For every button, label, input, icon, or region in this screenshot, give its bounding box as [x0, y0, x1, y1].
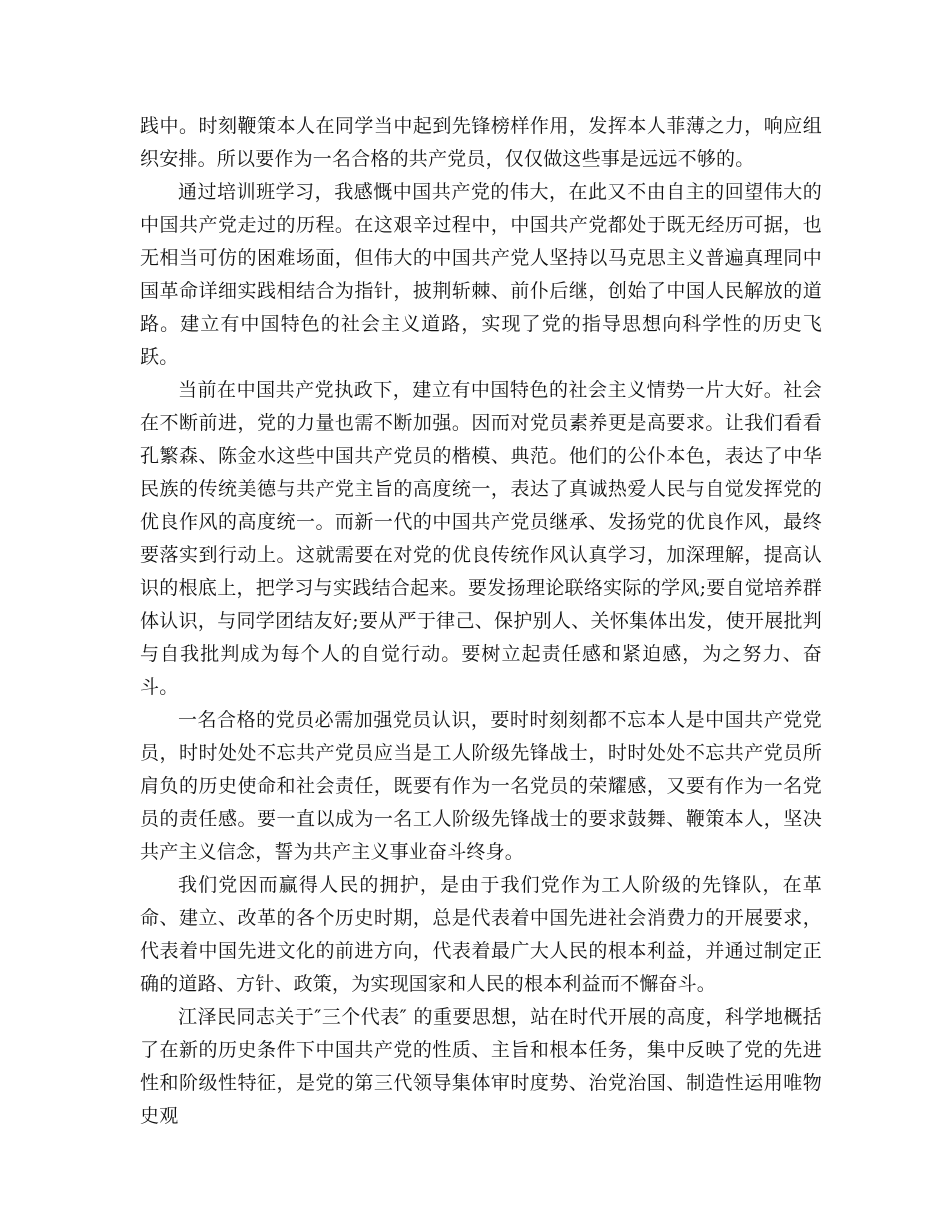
paragraph-1: 践中。时刻鞭策本人在同学当中起到先锋榜样作用，发挥本人菲薄之力，响应组织安排。所以要作为一名合格的共产党员，仅仅做这些事是远远不够的。: [140, 115, 822, 170]
paragraph-3: 当前在中国共产党执政下，建立有中国特色的社会主义情势一片大好。社会在不断前进，党的力量也需不断加强。因而对党员素养更是高要求。让我们看看孔繁森、陈金水这些中国共产党员的楷模、典范。他们的公仆本色，表达了中华民族的传统美德与共产党主旨的高度统一，表达了真诚热爱人民与自觉发挥党的优良作风的高度统一。而新一代的中国共产党员继承、发扬党的优良作风，最终要落实到行动上。这就需要在对党的优良传统作风认真学习，加深理解，提高认识的根底上，把学习与实践结合起来。要发扬理论联络实际的学风;要自觉培养群体认识，与同学团结友好;要从严于律己、保护别人、关怀集体出发，使开展批判与自我批判成为每个人的自觉行动。要树立起责任感和紧迫感，为之努力、奋斗。: [140, 379, 822, 698]
paragraph-5: 我们党因而赢得人民的拥护，是由于我们党作为工人阶级的先锋队，在革命、建立、改革的各个历史时期，总是代表着中国先进社会消费力的开展要求，代表着中国先进文化的前进方向，代表着最广大人民的根本利益，并通过制定正确的道路、方针、政策，为实现国家和人民的根本利益而不懈奋斗。: [140, 874, 822, 995]
paragraph-6: 江泽民同志关于″三个代表″ 的重要思想，站在时代开展的高度，科学地概括了在新的历史条件下中国共产党的性质、主旨和根本任务，集中反映了党的先进性和阶级性特征，是党的第三代领导集体审时度势、治党治国、制造性运用唯物史观: [140, 1006, 822, 1127]
paragraph-2: 通过培训班学习，我感慨中国共产党的伟大，在此又不由自主的回望伟大的中国共产党走过的历程。在这艰辛过程中，中国共产党都处于既无经历可据，也无相当可仿的困难场面，但伟大的中国共产党人坚持以马克思主义普遍真理同中国革命详细实践相结合为指针，披荆斩棘、前仆后继，创始了中国人民解放的道路。建立有中国特色的社会主义道路，实现了党的指导思想向科学性的历史飞跃。: [140, 181, 822, 368]
document-body: [140, 110, 822, 1133]
paragraph-4: 一名合格的党员必需加强党员认识，要时时刻刻都不忘本人是中国共产党党员，时时处处不忘共产党员应当是工人阶级先锋战士，时时处处不忘共产党员所肩负的历史使命和社会责任，既要有作为一名党员的荣耀感，又要有作为一名党员的责任感。要一直以成为一名工人阶级先锋战士的要求鼓舞、鞭策本人，坚决共产主义信念，誓为共产主义事业奋斗终身。: [140, 709, 822, 863]
